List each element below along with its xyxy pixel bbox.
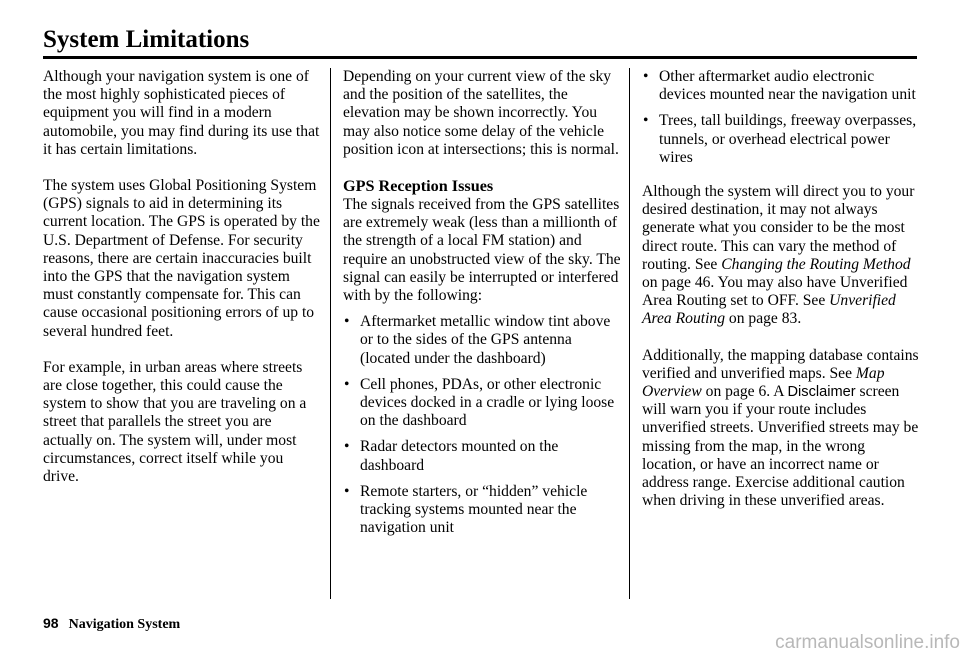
bullet-icon: • — [643, 112, 649, 130]
list-item-text: Cell phones, PDAs, or other electronic devices docked in a cradle or lying loose on the dashboard — [360, 375, 615, 430]
title-rule — [43, 56, 917, 59]
text-run: on page 46. You may also have Unverified Area Routing set to OFF. See — [642, 274, 908, 310]
paragraph: Although your navigation system is one of the most highly sophisticated pieces of equipment you will find in a modern automobile, you may find during its use that it has certain limitations. — [43, 68, 320, 158]
cross-reference: Unverified Area Routing — [642, 292, 896, 328]
paragraph: The system uses Global Positioning System (GPS) signals to aid in determining its current location. The GPS is operated by the U.S. Department of Defense. For security reasons, there are certain inaccuracies built into the GPS that the navigation system must constantly compensate for. This can cause occasional positioning errors of up to several hundred feet. — [43, 177, 320, 340]
list-item-text: Radar detectors mounted on the dashboard — [360, 438, 559, 474]
text-run: screen will warn you if your route includes unverified streets. Unverified streets may be missing from the map, in the wrong location, or have an incorrect name or address range. Exercise additional caution when driving in these unverified areas. — [642, 383, 919, 510]
column-3 — [642, 68, 922, 528]
list-item — [343, 376, 623, 431]
section-heading: GPS Reception Issues — [343, 177, 494, 196]
page-title: System Limitations — [43, 26, 250, 53]
list-item-text: Trees, tall buildings, freeway overpasses, tunnels, or overhead electrical power wires — [659, 112, 917, 166]
cross-reference: Map Overview — [642, 364, 885, 401]
list-item — [642, 112, 922, 167]
footer-section-title: Navigation System — [68, 617, 181, 632]
list-item — [343, 483, 623, 538]
bullet-icon: • — [344, 313, 350, 331]
list-item — [343, 313, 623, 368]
text-run: Additionally, the mapping database contains verified and unverified maps. See — [642, 346, 919, 382]
page-number: 98 — [43, 615, 59, 631]
paragraph: Depending on your current view of the sky and the position of the satellites, the elevation may be shown incorrectly. You may also notice some delay of the vehicle position icon at intersections; this is normal. — [343, 68, 619, 158]
page-footer — [43, 614, 180, 634]
list-item-text: Remote starters, or “hidden” vehicle tracking systems mounted near the navigation unit — [360, 482, 588, 537]
bullet-icon: • — [643, 68, 649, 85]
bullet-icon: • — [344, 438, 350, 456]
paragraph — [642, 183, 922, 329]
column-2 — [343, 68, 623, 545]
list-item-text: Aftermarket metallic window tint above or to the sides of the GPS antenna (located under the dashboard) — [360, 313, 611, 367]
paragraph: The signals received from the GPS satellites are extremely weak (less than a millionth of the strength of a local FM station) and require an unobstructed view of the sky. The signal can easily be interrupted or interfered with by the following: — [343, 196, 621, 305]
bullet-icon: • — [344, 482, 350, 500]
column-divider — [330, 68, 331, 599]
cross-reference: Changing the Routing Method — [721, 255, 911, 273]
bullet-list — [343, 313, 623, 537]
column-1 — [43, 68, 321, 504]
screen-term: Disclaimer — [787, 384, 856, 401]
bullet-list — [642, 68, 922, 167]
watermark: carmanualsonline.info — [775, 632, 960, 653]
paragraph — [642, 347, 922, 511]
text-run: Although the system will direct you to your desired destination, it may not always generate what you consider to be the most direct route. This can vary the method of routing. See — [642, 183, 915, 273]
text-run: on page 6. A — [701, 383, 788, 401]
text-run: on page 83. — [725, 310, 802, 328]
list-item-text: Other aftermarket audio electronic devices mounted near the navigation unit — [659, 68, 916, 104]
paragraph: For example, in urban areas where streets are close together, this could cause the system to show that you are traveling on a street that parallels the street you are actually on. The system will, under most circumstances, correct itself while you drive. — [43, 358, 307, 486]
list-item — [642, 68, 922, 104]
bullet-icon: • — [344, 375, 350, 393]
list-item — [343, 438, 623, 474]
column-divider — [629, 68, 630, 599]
